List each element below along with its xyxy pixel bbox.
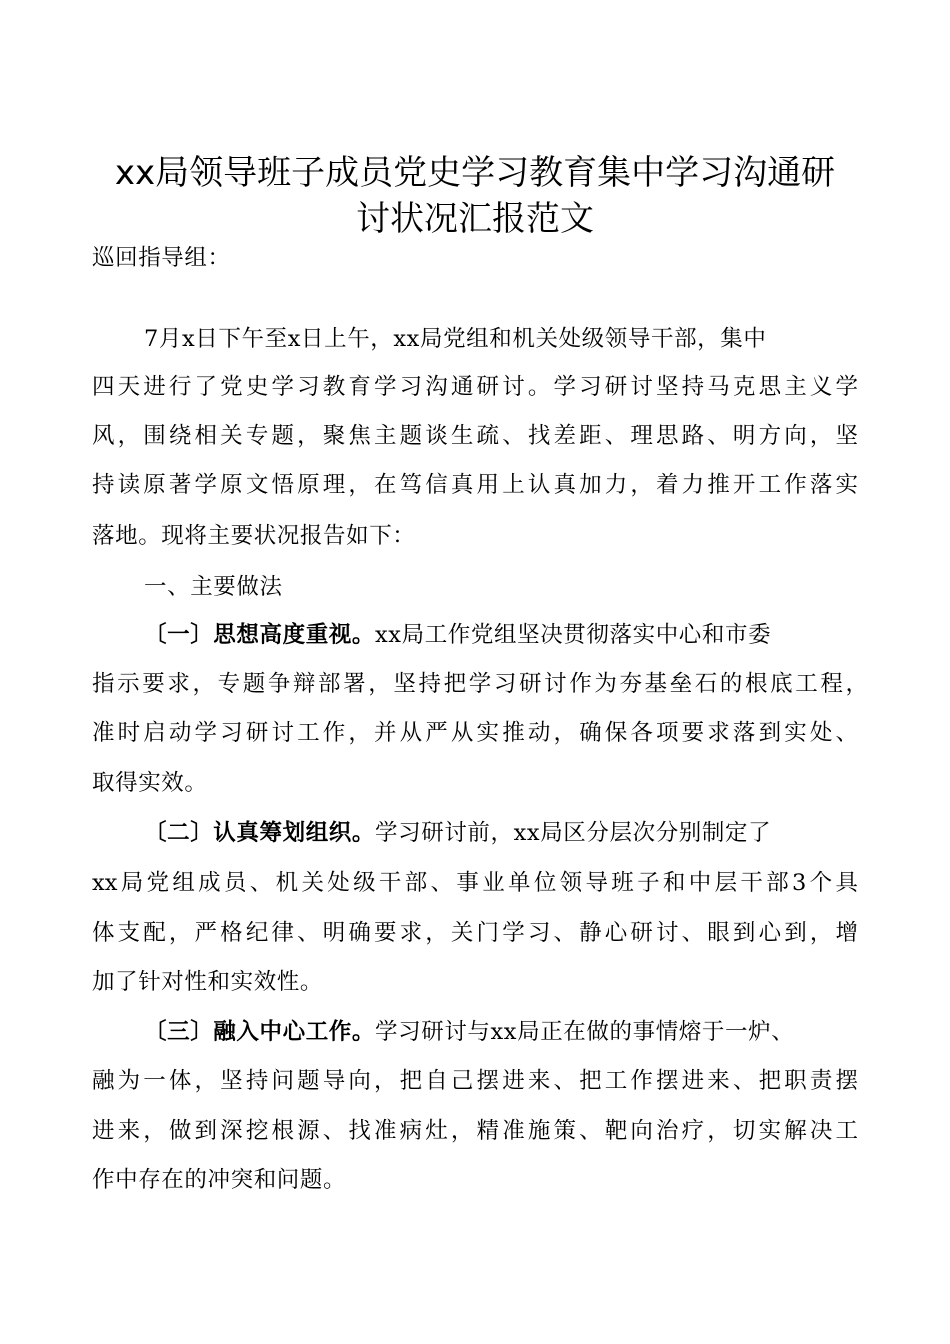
section-heading: 一、主要做法 [144, 574, 283, 600]
item-3-line-2: 融为一体，坚持问题导向，把自己摆进来、把工作摆进来、把职责摆 [92, 1068, 858, 1094]
item-2-line-1-text: 学习研讨前，xx局区分层次分别制定了 [375, 820, 772, 846]
intro-line-1: 7月x日下午至x日上午，xx局党组和机关处级领导干部，集中 [144, 326, 767, 352]
item-3-line-3: 进来，做到深挖根源、找准病灶，精准施策、靶向治疗，切实解决工 [92, 1118, 858, 1144]
intro-line-5: 落地。现将主要状况报告如下： [92, 523, 416, 549]
item-2-lead: 〔二〕认真筹划组织。 [144, 820, 376, 846]
item-2-line-4: 加了针对性和实效性。 [92, 969, 324, 995]
item-3-line-4: 作中存在的冲突和问题。 [92, 1167, 347, 1193]
item-1-line-2: 指示要求，专题争辩部署，坚持把学习研讨作为夯基垒石的根底工程， [92, 671, 868, 697]
intro-line-3: 风，围绕相关专题，聚焦主题谈生疏、找差距、理思路、明方向，坚 [92, 423, 858, 449]
item-2-line-3: 体支配，严格纪律、明确要求，关门学习、静心研讨、眼到心到，增 [92, 920, 858, 946]
item-2-line-1 [144, 818, 771, 848]
item-1-line-3: 准时启动学习研讨工作，并从严从实推动，确保各项要求落到实处、 [92, 720, 858, 746]
item-1-line-4: 取得实效。 [92, 770, 208, 796]
intro-line-4: 持读原著学原文悟原理，在笃信真用上认真加力，着力推开工作落实 [92, 472, 858, 498]
item-3-lead: 〔三〕融入中心工作。 [144, 1019, 376, 1045]
salutation: 巡回指导组： [92, 245, 231, 271]
item-2-line-2: xx局党组成员、机关处级干部、事业单位领导班子和中层干部3个具 [92, 870, 858, 896]
item-3-line-1-text: 学习研讨与xx局正在做的事情熔于一炉、 [375, 1019, 795, 1045]
item-1-lead: 〔一〕思想高度重视。 [144, 622, 376, 648]
item-3-line-1 [144, 1017, 794, 1047]
item-1-line-1 [144, 620, 771, 650]
title-line-1: xx局领导班子成员党史学习教育集中学习沟通研 [114, 153, 836, 193]
intro-line-2: 四天进行了党史学习教育学习沟通研讨。学习研讨坚持马克思主义学 [92, 374, 858, 400]
title-line-2: 讨状况汇报范文 [356, 199, 594, 239]
document-title [60, 150, 890, 242]
item-1-line-1-text: xx局工作党组坚决贯彻落实中心和市委 [375, 622, 772, 648]
